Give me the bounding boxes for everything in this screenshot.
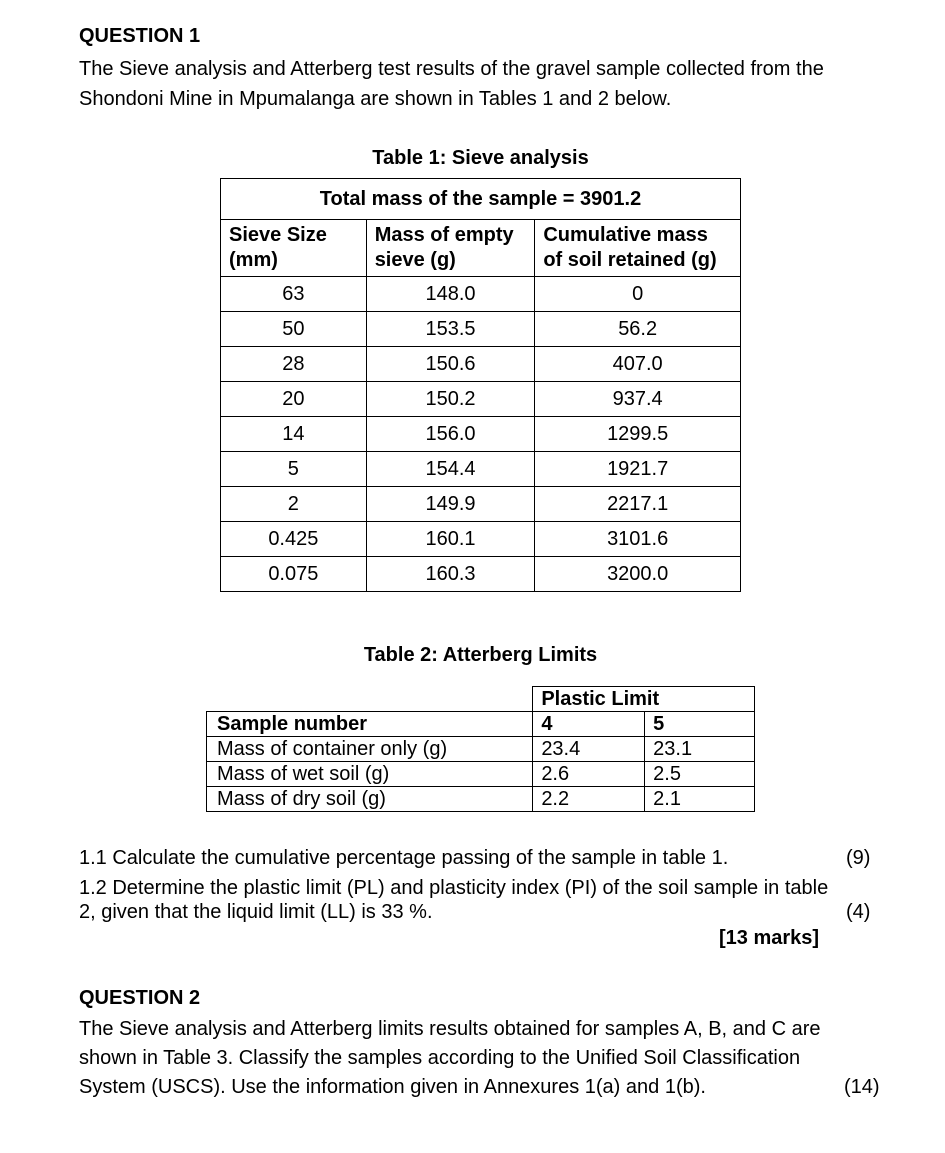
mass-empty-sieve-cell: 154.4: [366, 452, 535, 487]
cumulative-mass-cell: 0: [535, 277, 741, 312]
table-row: [221, 277, 741, 312]
table-row: [207, 762, 755, 787]
table-row: [221, 452, 741, 487]
table-row: [221, 347, 741, 382]
sample-5-cell: 2.1: [645, 787, 755, 812]
table-row: [221, 417, 741, 452]
table-row: [207, 737, 755, 762]
sieve-size-cell: 63: [221, 277, 367, 312]
sample-4-cell: 2.6: [533, 762, 645, 787]
cumulative-mass-cell: 3101.6: [535, 522, 741, 557]
question-1-heading: QUESTION 1: [79, 25, 201, 47]
sample-5-cell: 23.1: [645, 737, 755, 762]
question-2-heading: QUESTION 2: [79, 987, 201, 1009]
row-label-cell: Sample number: [207, 712, 533, 737]
sieve-size-header: Sieve Size (mm): [221, 220, 367, 277]
question-1-2-line-1: 1.2 Determine the plastic limit (PL) and plasticity index (PI) of the soil sample in table: [79, 877, 829, 899]
mass-empty-sieve-cell: 156.0: [366, 417, 535, 452]
sieve-size-cell: 14: [221, 417, 367, 452]
mass-empty-sieve-cell: 160.3: [366, 557, 535, 592]
table-row: [207, 712, 755, 737]
table-row: [221, 312, 741, 347]
mass-empty-sieve-cell: 160.1: [366, 522, 535, 557]
sample-4-cell: 4: [533, 712, 645, 737]
question-1-intro-line-1: The Sieve analysis and Atterberg test results of the gravel sample collected from the: [79, 58, 824, 80]
sample-4-cell: 2.2: [533, 787, 645, 812]
sieve-size-cell: 20: [221, 382, 367, 417]
question-2-marks: (14): [844, 1076, 880, 1098]
question-1-intro-line-2: Shondoni Mine in Mpumalanga are shown in Tables 1 and 2 below.: [79, 88, 672, 110]
row-label-cell: Mass of dry soil (g): [207, 787, 533, 812]
question-2-line-2: shown in Table 3. Classify the samples according to the Unified Soil Classification: [79, 1047, 801, 1069]
cumulative-mass-cell: 407.0: [535, 347, 741, 382]
cumulative-mass-cell: 2217.1: [535, 487, 741, 522]
table-1-total-row: [221, 179, 741, 220]
row-label-cell: Mass of container only (g): [207, 737, 533, 762]
cumulative-mass-cell: 56.2: [535, 312, 741, 347]
question-1-2-line-2: 2, given that the liquid limit (LL) is 33 %.: [79, 901, 433, 923]
table-row: [221, 522, 741, 557]
total-mass-cell: Total mass of the sample = 3901.2: [221, 179, 741, 220]
sieve-size-cell: 0.075: [221, 557, 367, 592]
question-2-line-1: The Sieve analysis and Atterberg limits results obtained for samples A, B, and C are: [79, 1018, 821, 1040]
question-1-1-text: 1.1 Calculate the cumulative percentage passing of the sample in table 1.: [79, 847, 729, 869]
mass-empty-sieve-cell: 153.5: [366, 312, 535, 347]
mass-empty-sieve-cell: 150.2: [366, 382, 535, 417]
atterberg-limits-table: [206, 686, 755, 812]
cumulative-mass-cell: 937.4: [535, 382, 741, 417]
sample-4-cell: 23.4: [533, 737, 645, 762]
question-1-1-marks: (9): [846, 847, 871, 869]
cumulative-mass-header: Cumulative mass of soil retained (g): [535, 220, 741, 277]
sieve-size-cell: 5: [221, 452, 367, 487]
sieve-size-cell: 50: [221, 312, 367, 347]
sieve-size-cell: 2: [221, 487, 367, 522]
cumulative-mass-cell: 1299.5: [535, 417, 741, 452]
plastic-limit-header: Plastic Limit: [533, 687, 755, 712]
table-1-header-row: [221, 220, 741, 277]
sample-5-cell: 2.5: [645, 762, 755, 787]
sieve-size-cell: 0.425: [221, 522, 367, 557]
cumulative-mass-cell: 1921.7: [535, 452, 741, 487]
table-2-caption: Table 2: Atterberg Limits: [363, 644, 598, 666]
mass-empty-sieve-cell: 149.9: [366, 487, 535, 522]
cumulative-mass-cell: 3200.0: [535, 557, 741, 592]
table-row: [221, 557, 741, 592]
table-2-group-row: [207, 687, 755, 712]
mass-empty-sieve-cell: 148.0: [366, 277, 535, 312]
table-1-caption: Table 1: Sieve analysis: [372, 147, 589, 169]
mass-empty-sieve-header: Mass of empty sieve (g): [366, 220, 535, 277]
question-1-total-marks: [13 marks]: [719, 927, 820, 949]
row-label-cell: Mass of wet soil (g): [207, 762, 533, 787]
sample-5-cell: 5: [645, 712, 755, 737]
table-row: [221, 382, 741, 417]
mass-empty-sieve-cell: 150.6: [366, 347, 535, 382]
question-2-line-3: System (USCS). Use the information given in Annexures 1(a) and 1(b).: [79, 1076, 706, 1098]
sieve-analysis-table: [220, 178, 741, 592]
question-1-2-marks: (4): [846, 901, 871, 923]
table-row: [221, 487, 741, 522]
empty-corner-cell: [207, 687, 533, 712]
sieve-size-cell: 28: [221, 347, 367, 382]
table-row: [207, 787, 755, 812]
